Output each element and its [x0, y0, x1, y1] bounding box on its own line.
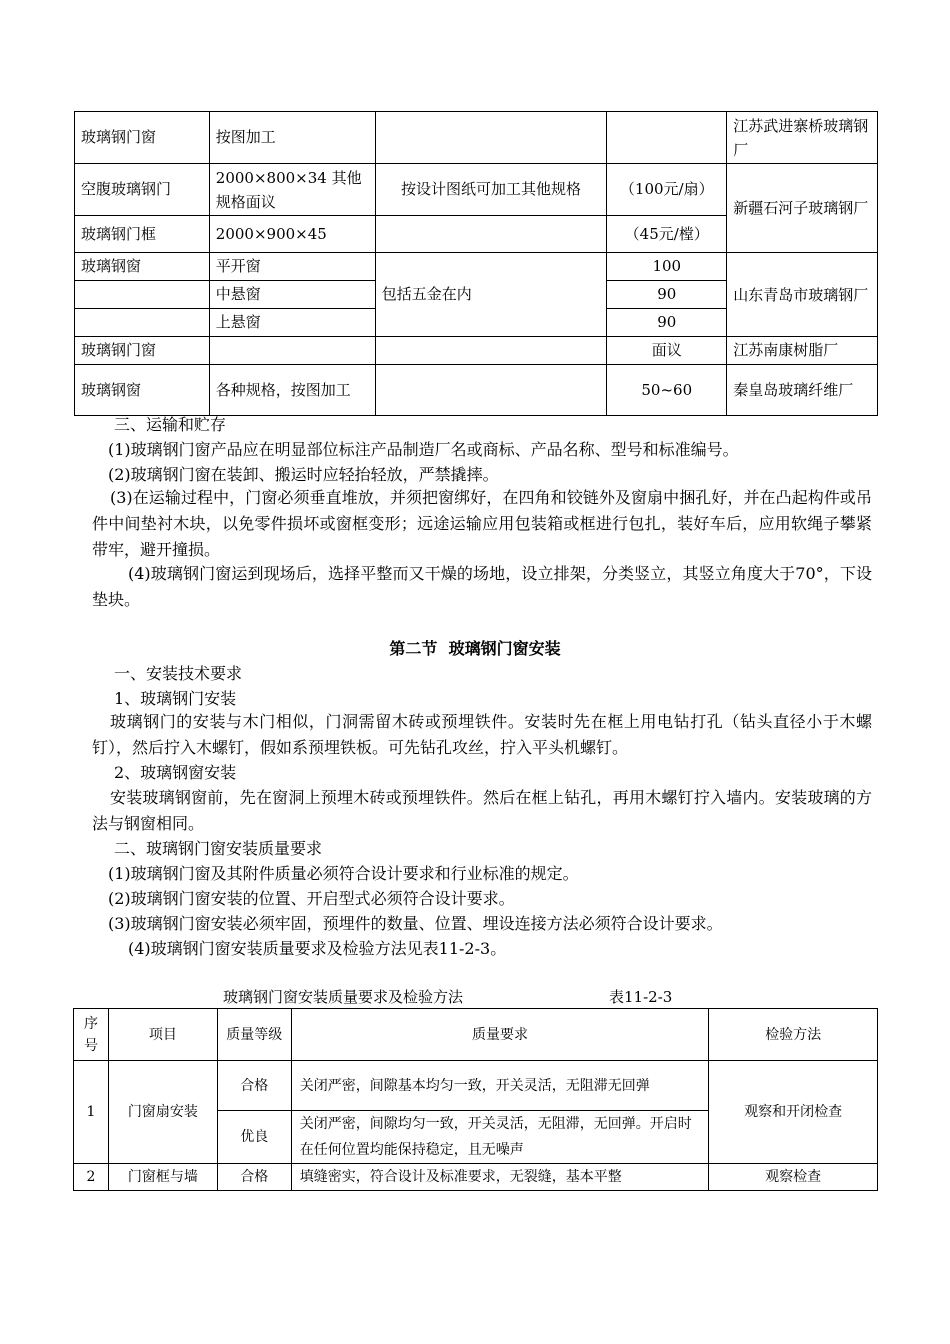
section-heading: 三、运输和贮存: [114, 415, 227, 434]
cell-name: 玻璃钢门窗: [75, 337, 210, 365]
cell-name: 玻璃钢窗: [75, 253, 210, 281]
cell-maker: 新疆石河子玻璃钢厂: [727, 164, 878, 253]
cell-item: 门窗框与墙: [108, 1164, 217, 1191]
cell-price: （100元/扇）: [607, 164, 727, 216]
cell-note: [375, 337, 607, 365]
subheading: 2、玻璃钢窗安装: [114, 763, 237, 782]
cell-price: （45元/樘）: [607, 216, 727, 253]
cell-spec: 2000×900×45: [209, 216, 375, 253]
heading: 一、安装技术要求: [114, 664, 243, 683]
paragraph: (2)玻璃钢门窗安装的位置、开启型式必须符合设计要求。: [108, 889, 515, 908]
header-seq: 序号: [74, 1009, 109, 1061]
paragraph: (3)玻璃钢门窗安装必须牢固，预埋件的数量、位置、埋设连接方法必须符合设计要求。: [108, 914, 723, 933]
cell-seq: 1: [74, 1061, 109, 1164]
cell-name: 玻璃钢窗: [75, 365, 210, 416]
price-table: [74, 111, 878, 416]
cell-name: [75, 281, 210, 309]
paragraph: (2)玻璃钢门窗在装卸、搬运时应轻抬轻放，严禁撬摔。: [108, 465, 499, 484]
cell-note: 按设计图纸可加工其他规格: [375, 164, 607, 216]
cell-item: 门窗扇安装: [108, 1061, 217, 1164]
cell-maker: 江苏武进寨桥玻璃钢厂: [727, 112, 878, 164]
paragraph: 玻璃钢门的安装与木门相似，门洞需留木砖或预埋铁件。安装时先在框上用电钻打孔（钻头直径小于木螺钉），然后拧入木螺钉，假如系预埋铁板。可先钻孔攻丝，拧入平头机螺钉。: [92, 712, 872, 757]
cell-spec: [209, 337, 375, 365]
cell-name: 玻璃钢门框: [75, 216, 210, 253]
paragraph: (1)玻璃钢门窗及其附件质量必须符合设计要求和行业标准的规定。: [108, 864, 579, 883]
paragraph: 安装玻璃钢窗前，先在窗洞上预埋木砖或预埋铁件。然后在框上钻孔，再用木螺钉拧入墙内。安装玻璃的方法与钢窗相同。: [92, 788, 872, 833]
cell-grade: 合格: [217, 1061, 291, 1111]
paragraph: (4)玻璃钢门窗安装质量要求及检验方法见表11-2-3。: [128, 939, 507, 958]
heading: 二、玻璃钢门窗安装质量要求: [114, 839, 323, 858]
header-grade: 质量等级: [217, 1009, 291, 1061]
paragraph: (1)玻璃钢门窗产品应在明显部位标注产品制造厂名或商标、产品名称、型号和标准编号。: [108, 440, 739, 459]
cell-name: 空腹玻璃钢门: [75, 164, 210, 216]
cell-price: 90: [607, 309, 727, 337]
cell-price: 90: [607, 281, 727, 309]
cell-spec: 各种规格，按图加工: [209, 365, 375, 416]
paragraph: (4)玻璃钢门窗运到现场后，选择平整而又干燥的场地，设立排架，分类竖立，其竖立角度大于70°，下设垫块。: [92, 564, 872, 609]
cell-price: 面议: [607, 337, 727, 365]
cell-price: 50~60: [607, 365, 727, 416]
cell-note: [375, 365, 607, 416]
cell-method: 观察和开闭检查: [709, 1061, 878, 1164]
quality-table: [73, 1008, 878, 1191]
cell-seq: 2: [74, 1164, 109, 1191]
cell-grade: 合格: [217, 1164, 291, 1191]
cell-grade: 优良: [217, 1111, 291, 1164]
cell-req: 关闭严密，间隙基本均匀一致，开关灵活，无阻滞无回弹: [291, 1061, 708, 1111]
cell-spec: 上悬窗: [209, 309, 375, 337]
cell-maker: 山东青岛市玻璃钢厂: [727, 253, 878, 337]
table-caption: 玻璃钢门窗安装质量要求及检验方法: [223, 988, 464, 1006]
table-number: 表11-2-3: [609, 988, 673, 1006]
header-method: 检验方法: [709, 1009, 878, 1061]
cell-price: 100: [607, 253, 727, 281]
section-title: 第二节 玻璃钢门窗安装: [389, 639, 561, 658]
cell-name: [75, 309, 210, 337]
header-item: 项目: [108, 1009, 217, 1061]
header-req: 质量要求: [291, 1009, 708, 1061]
cell-maker: 秦皇岛玻璃纤维厂: [727, 365, 878, 416]
cell-req: 填缝密实，符合设计及标准要求，无裂缝，基本平整: [291, 1164, 708, 1191]
cell-note: 包括五金在内: [375, 253, 607, 337]
subheading: 1、玻璃钢门安装: [114, 689, 237, 708]
cell-spec: 2000×800×34 其他规格面议: [209, 164, 375, 216]
cell-req: 关闭严密，间隙均匀一致，开关灵活，无阻滞，无回弹。开启时在任何位置均能保持稳定，且无噪声: [291, 1111, 708, 1164]
cell-note: [375, 112, 607, 164]
cell-spec: 平开窗: [209, 253, 375, 281]
cell-method: 观察检查: [709, 1164, 878, 1191]
cell-maker: 江苏南康树脂厂: [727, 337, 878, 365]
cell-spec: 中悬窗: [209, 281, 375, 309]
cell-name: 玻璃钢门窗: [75, 112, 210, 164]
cell-spec: 按图加工: [209, 112, 375, 164]
cell-price: [607, 112, 727, 164]
paragraph: (3)在运输过程中，门窗必须垂直堆放，并须把窗绑好，在四角和铰链外及窗扇中捆孔好，并在凸起构件或吊件中间垫衬木块，以免零件损坏或窗框变形；远途运输应用包装箱或框进行包扎，装好车后，应用软绳子攀紧带牢，避开撞损。: [92, 488, 872, 559]
cell-note: [375, 216, 607, 253]
